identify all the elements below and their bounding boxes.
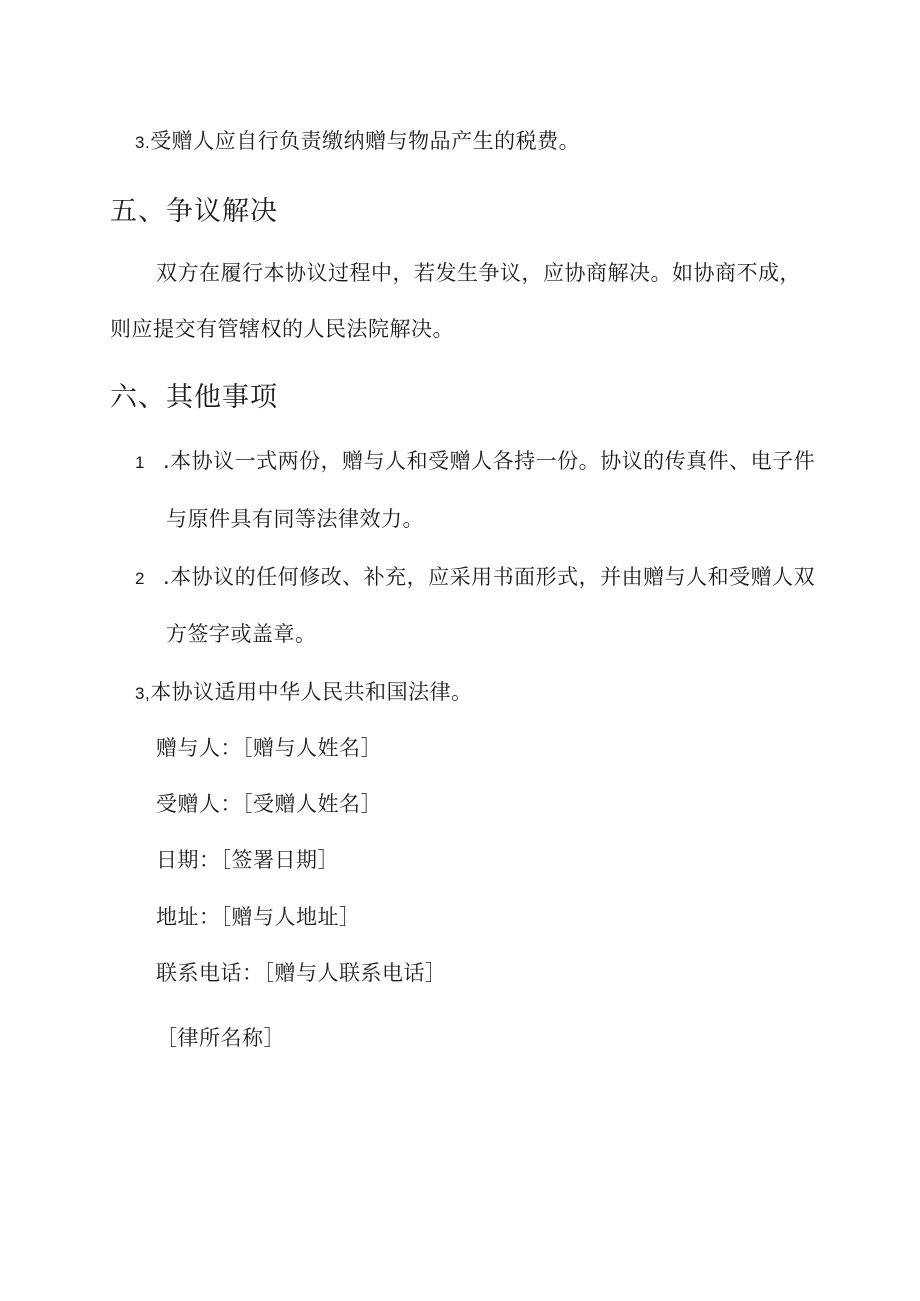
phone-value: ［赠与人联系电话］ bbox=[263, 961, 447, 985]
donee-value: ［受赠人姓名］ bbox=[242, 792, 382, 816]
date-label: 日期： bbox=[156, 848, 221, 872]
item-text: 受赠人应自行负责缴纳赠与物品产生的税费。 bbox=[150, 129, 581, 153]
item-text: 本协议适用中华人民共和国法律。 bbox=[150, 680, 473, 704]
section6-heading: 六、其他事项 bbox=[110, 382, 278, 413]
date-value: ［签署日期］ bbox=[220, 848, 339, 872]
signature-donor bbox=[156, 733, 382, 763]
signature-phone bbox=[156, 958, 447, 988]
donor-value: ［赠与人姓名］ bbox=[242, 736, 382, 760]
section4-item3 bbox=[135, 126, 580, 158]
donor-label: 赠与人： bbox=[156, 736, 242, 760]
signature-date bbox=[156, 845, 339, 875]
section6-item1-line1 bbox=[135, 446, 815, 478]
section6-item2-line2: 方签字或盖章。 bbox=[166, 622, 317, 646]
item-number: 3, bbox=[135, 684, 151, 703]
address-label: 地址： bbox=[156, 905, 221, 929]
section6-item2-line1 bbox=[135, 562, 815, 594]
section6-item1-line2: 与原件具有同等法律效力。 bbox=[166, 507, 424, 531]
item-number: 1 bbox=[135, 453, 145, 472]
law-firm-name: ［律所名称］ bbox=[156, 1026, 285, 1050]
item-text: .本协议一式两份，赠与人和受赠人各持一份。协议的传真件、电子件 bbox=[163, 449, 816, 473]
section5-heading: 五、争议解决 bbox=[110, 196, 278, 227]
donee-label: 受赠人： bbox=[156, 792, 242, 816]
item-number: 3. bbox=[135, 133, 151, 152]
address-value: ［赠与人地址］ bbox=[220, 905, 361, 929]
signature-donee bbox=[156, 789, 382, 819]
phone-label: 联系电话： bbox=[156, 961, 264, 985]
item-number: 2 bbox=[135, 569, 145, 588]
section5-paragraph-line1: 双方在履行本协议过程中，若发生争议，应协商解决。如协商不成， bbox=[156, 261, 801, 285]
signature-address bbox=[156, 902, 361, 932]
section5-paragraph-line2: 则应提交有管辖权的人民法院解决。 bbox=[110, 317, 454, 341]
section6-item3 bbox=[135, 677, 473, 709]
item-text: .本协议的任何修改、补充，应采用书面形式，并由赠与人和受赠人双 bbox=[163, 565, 816, 589]
